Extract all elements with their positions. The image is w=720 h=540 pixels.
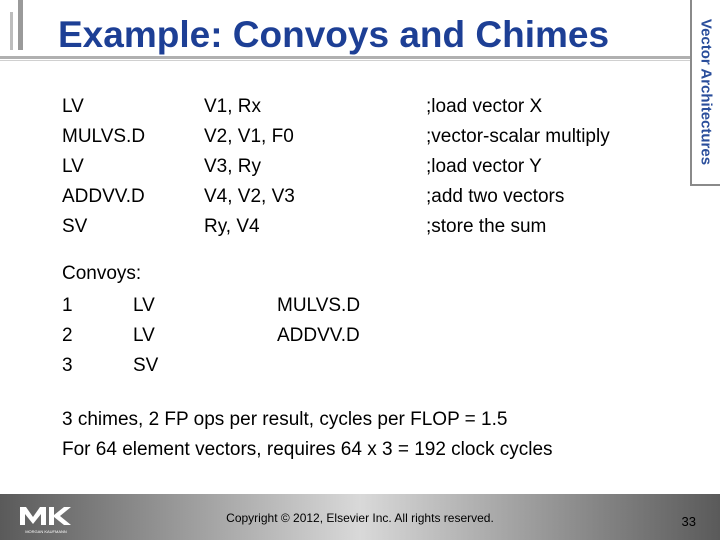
convoy-instruction-a: SV	[133, 355, 159, 376]
convoy-list	[0, 291, 690, 381]
slide-title: Example: Convoys and Chimes	[58, 14, 610, 55]
code-comment: ;vector-scalar multiply	[426, 126, 610, 147]
code-args: V1, Rx	[204, 96, 262, 117]
convoy-number: 1	[62, 295, 73, 316]
code-op: ADDVV.D	[62, 186, 145, 207]
copyright-notice: Copyright © 2012, Elsevier Inc. All rights reserved.	[226, 511, 494, 525]
code-row	[0, 182, 690, 212]
code-args: Ry, V4	[204, 216, 260, 237]
title-accent-bar	[18, 0, 23, 50]
code-comment: ;add two vectors	[426, 186, 565, 207]
convoy-number: 2	[62, 325, 73, 346]
code-op: LV	[62, 156, 84, 177]
code-row	[0, 152, 690, 182]
code-args: V2, V1, F0	[204, 126, 294, 147]
convoys-heading: Convoys:	[62, 263, 142, 284]
code-op: MULVS.D	[62, 126, 146, 147]
convoy-row	[0, 321, 690, 351]
code-op: LV	[62, 96, 84, 117]
title-underline-secondary	[0, 60, 690, 61]
code-comment: ;load vector X	[426, 96, 543, 117]
side-label: Vector Architectures	[697, 18, 715, 166]
convoy-instruction-a: LV	[133, 325, 155, 346]
summary-line: For 64 element vectors, requires 64 x 3 = 192 clock cycles	[62, 439, 553, 460]
convoy-row	[0, 291, 690, 321]
title-underline	[0, 56, 690, 59]
code-comment: ;load vector Y	[426, 156, 542, 177]
summary-text	[62, 405, 553, 465]
code-row	[0, 92, 690, 122]
code-op: SV	[62, 216, 88, 237]
convoy-number: 3	[62, 355, 73, 376]
convoy-row	[0, 351, 690, 381]
convoy-instruction-a: LV	[133, 295, 155, 316]
footer-bar	[0, 494, 720, 540]
code-row	[0, 122, 690, 152]
page-number: 33	[681, 514, 696, 529]
side-label-box	[690, 0, 720, 186]
code-listing	[0, 92, 690, 242]
code-row	[0, 212, 690, 242]
code-args: V3, Ry	[204, 156, 262, 177]
code-args: V4, V2, V3	[204, 186, 295, 207]
title-accent-bar-secondary	[10, 12, 13, 50]
convoy-instruction-b: ADDVV.D	[277, 325, 360, 346]
summary-line: 3 chimes, 2 FP ops per result, cycles per FLOP = 1.5	[62, 409, 508, 430]
logo-text: MORGAN KAUFMANN	[25, 529, 67, 534]
code-comment: ;store the sum	[426, 216, 547, 237]
convoy-instruction-b: MULVS.D	[277, 295, 361, 316]
